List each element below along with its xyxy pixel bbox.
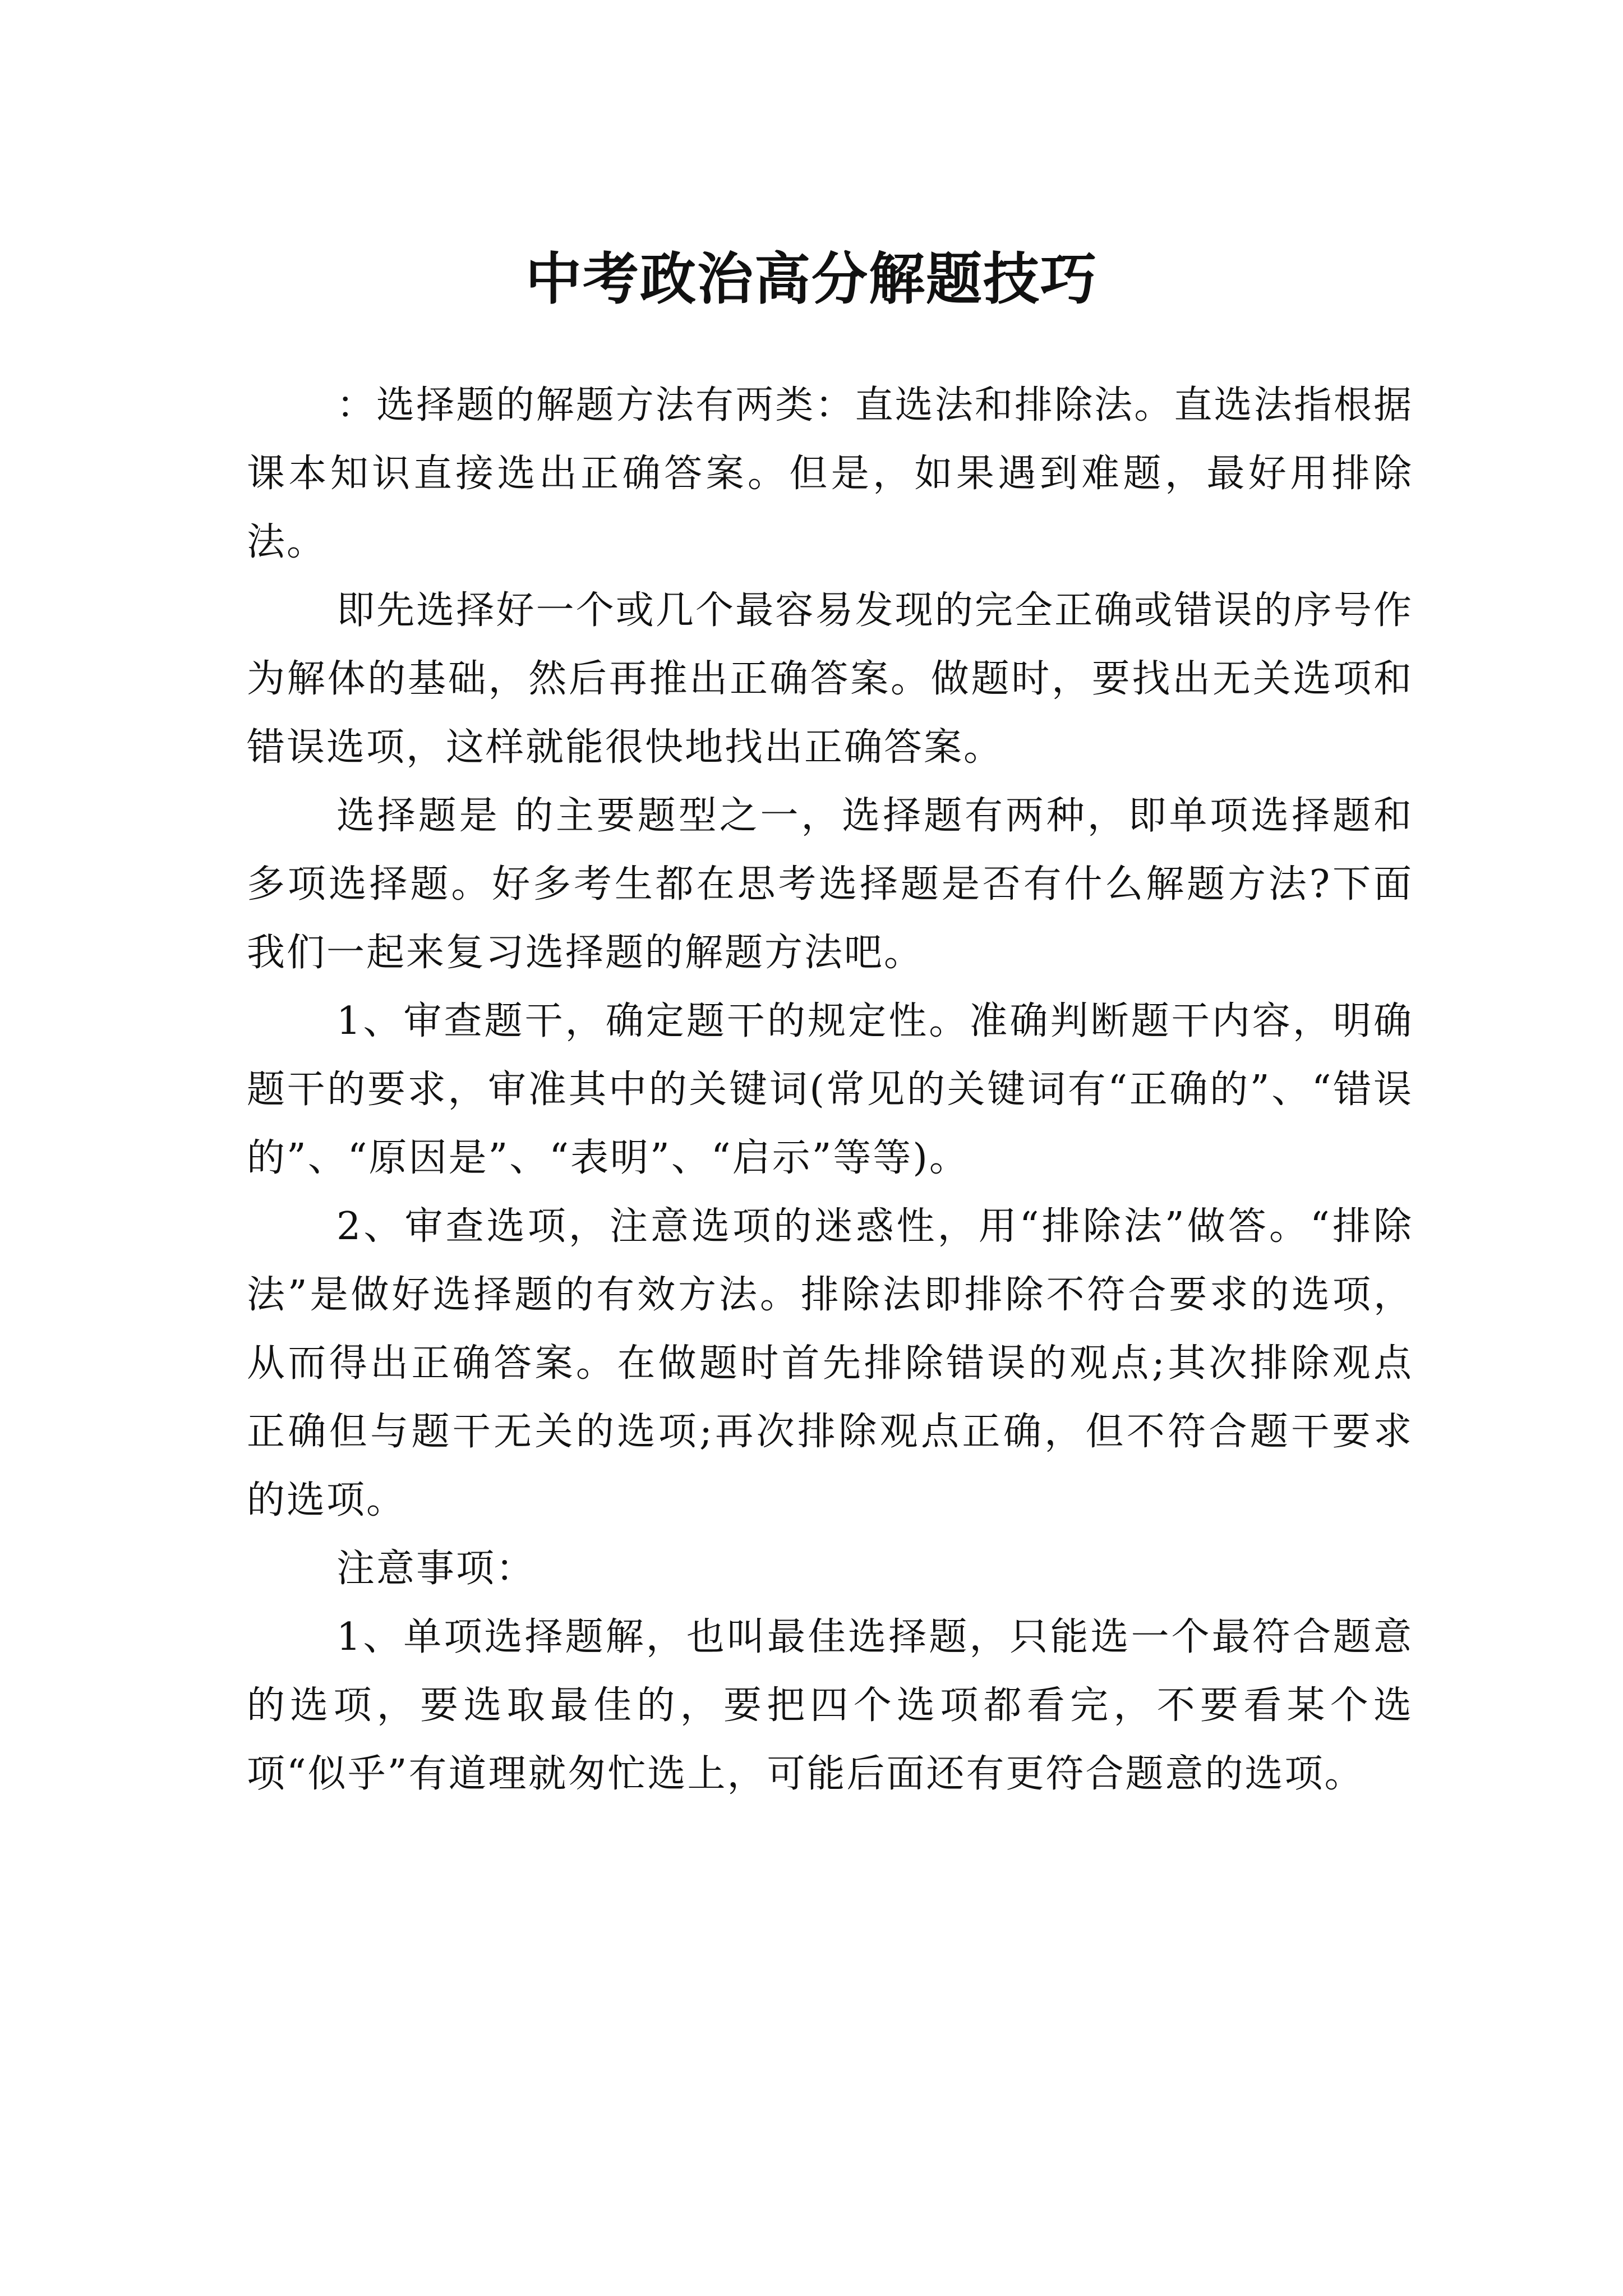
paragraph-notes-heading: 注意事项： xyxy=(336,1547,536,1591)
paragraph-step-2: 2、审查选项，注意选项的迷惑性，用“排除法”做答。“排除法”是做好选择题的有效方法。排除法即排除不符合要求的选项，从而得出正确答案。在做题时首先排除错误的观点;其次排除观点正确但与题干无关的选项;再次排除观点正确，但不符合题干要求的选项。 xyxy=(247,1204,1413,1522)
paragraph-note-1: 1、单项选择题解，也叫最佳选择题，只能选一个最符合题意的选项，要选取最佳的，要把四个选项都看完，不要看某个选项“似乎”有道理就匆忙选上，可能后面还有更符合题意的选项。 xyxy=(247,1615,1413,1796)
paragraph-elimination-basis: 即先选择好一个或几个最容易发现的完全正确或错误的序号作为解体的基础，然后再推出正确答案。做题时，要找出无关选项和错误选项，这样就能很快地找出正确答案。 xyxy=(247,588,1413,770)
paragraph-step-1: 1、审查题干，确定题干的规定性。准确判断题干内容，明确题干的要求，审准其中的关键词(常见的关键词有“正确的”、“错误的”、“原因是”、“表明”、“启示”等等)。 xyxy=(247,999,1413,1180)
paragraph-intro: ：选择题的解题方法有两类：直选法和排除法。直选法指根据课本知识直接选出正确答案。但是，如果遇到难题，最好用排除法。 xyxy=(247,383,1413,564)
document-title: 中考政治高分解题技巧 xyxy=(525,246,1098,312)
document-body xyxy=(247,371,1413,1809)
paragraph-question-types: 选择题是 的主要题型之一，选择题有两种，即单项选择题和多项选择题。好多考生都在思考选择题是否有什么解题方法?下面我们一起来复习选择题的解题方法吧。 xyxy=(247,794,1413,975)
